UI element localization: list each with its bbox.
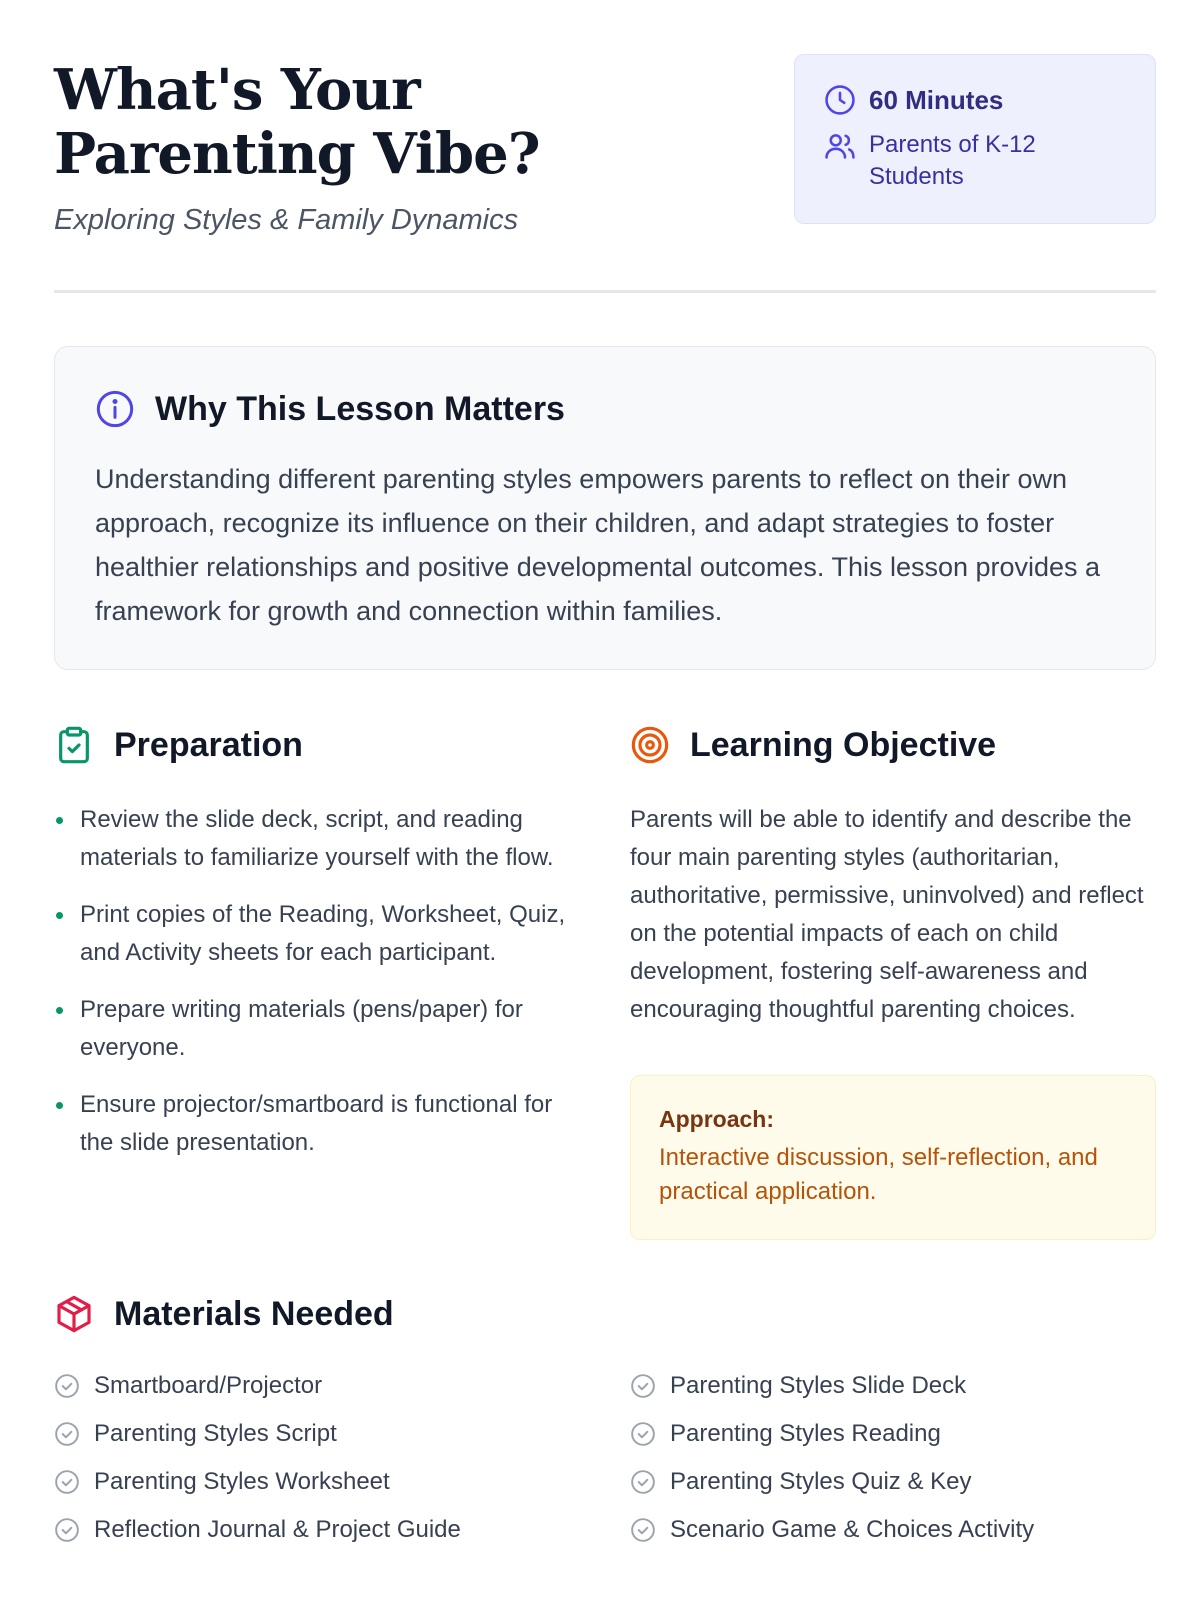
clipboard-check-icon (54, 725, 94, 765)
users-icon (823, 129, 857, 163)
list-item (54, 1416, 630, 1452)
check-circle-icon (630, 1469, 656, 1495)
duration-row (823, 83, 1129, 117)
check-circle-icon (630, 1373, 656, 1399)
list-item (54, 1368, 630, 1404)
material-label: Parenting Styles Reading (670, 1420, 941, 1447)
preparation-heading (54, 725, 584, 765)
approach-text: Interactive discussion, self-reflection, and practical application. (659, 1144, 1098, 1205)
material-label: Reflection Journal & Project Guide (94, 1516, 461, 1543)
list-item (630, 1416, 1156, 1452)
materials-title: Materials Needed (114, 1294, 394, 1333)
why-title: Why This Lesson Matters (155, 389, 565, 428)
objective-heading (630, 725, 1160, 765)
check-circle-icon (54, 1517, 80, 1543)
check-circle-icon (54, 1421, 80, 1447)
check-circle-icon (630, 1421, 656, 1447)
lesson-meta-card (794, 54, 1156, 224)
check-circle-icon (630, 1517, 656, 1543)
material-label: Parenting Styles Slide Deck (670, 1372, 967, 1399)
list-item (54, 1512, 630, 1548)
material-label: Parenting Styles Quiz & Key (670, 1468, 972, 1495)
info-icon (95, 389, 135, 429)
material-label: Parenting Styles Worksheet (94, 1468, 390, 1495)
lesson-header (54, 58, 1154, 288)
why-heading (95, 389, 1115, 429)
objective-title: Learning Objective (690, 725, 997, 764)
header-divider (54, 290, 1156, 293)
check-circle-icon (54, 1469, 80, 1495)
clock-icon (823, 83, 857, 117)
why-body: Understanding different parenting styles empowers parents to reflect on their own approach, recognize its influence on their children, and adapt strategies to foster healthier relationships and positive developmental outcomes. This lesson provides a framework for growth and connection within families. (95, 464, 1101, 626)
list-item: Review the slide deck, script, and reading materials to familiarize yourself with the flow. (54, 801, 584, 877)
preparation-section (54, 725, 584, 1162)
learning-objective-section (630, 725, 1160, 1240)
material-label: Smartboard/Projector (94, 1372, 323, 1399)
materials-heading (54, 1294, 1156, 1334)
page-title: What's Your Parenting Vibe? (54, 57, 540, 187)
target-icon (630, 725, 670, 765)
objective-body: Parents will be able to identify and describe the four main parenting styles (authoritarian, authoritative, permissive, uninvolved) and reflect on the potential impacts of each on child development, fostering self-awareness and encouraging thoughtful parenting choices. (630, 806, 1144, 1023)
package-icon (54, 1294, 94, 1334)
materials-section (54, 1294, 1156, 1548)
list-item: Print copies of the Reading, Worksheet, Quiz, and Activity sheets for each participant. (54, 896, 584, 972)
list-item: Prepare writing materials (pens/paper) for everyone. (54, 991, 584, 1067)
material-label: Scenario Game & Choices Activity (670, 1516, 1035, 1543)
preparation-title: Preparation (114, 725, 303, 764)
list-item: Ensure projector/smartboard is functional for the slide presentation. (54, 1086, 584, 1162)
page-subtitle: Exploring Styles & Family Dynamics (54, 204, 519, 236)
approach-callout (630, 1075, 1156, 1240)
check-circle-icon (54, 1373, 80, 1399)
audience-text: Parents of K-12 Students (869, 131, 1036, 190)
material-label: Parenting Styles Script (94, 1420, 337, 1447)
list-item (630, 1464, 1156, 1500)
preparation-list (54, 801, 584, 1162)
list-item (54, 1464, 630, 1500)
materials-list (54, 1368, 1156, 1548)
approach-label: Approach: (659, 1106, 774, 1132)
duration-text: 60 Minutes (869, 85, 1004, 115)
list-item (630, 1368, 1156, 1404)
list-item (630, 1512, 1156, 1548)
why-lesson-card (54, 346, 1156, 670)
audience-row (823, 129, 1129, 193)
